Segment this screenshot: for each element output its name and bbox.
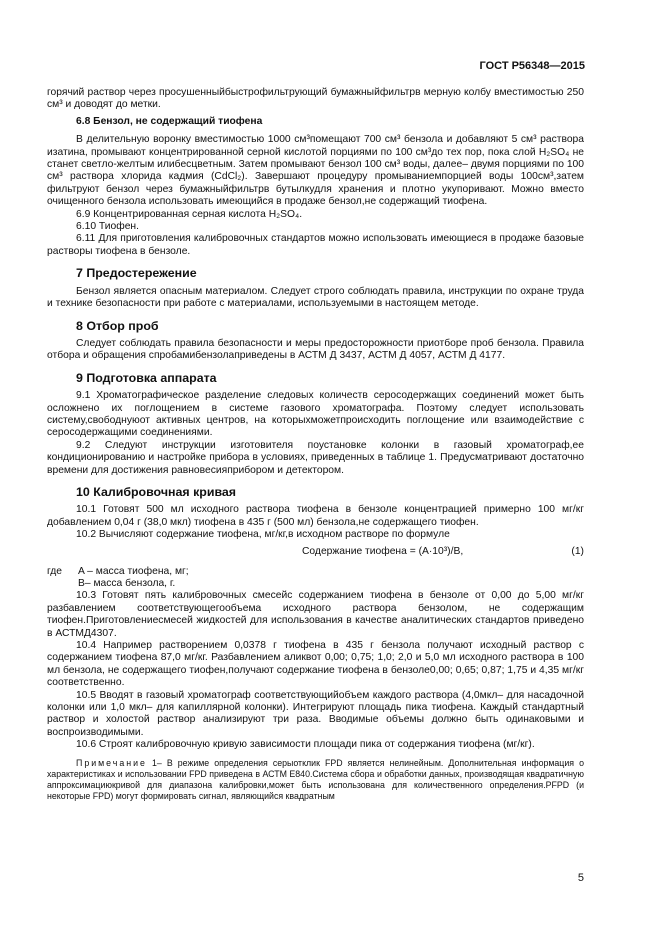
formula-number: (1) <box>571 545 584 557</box>
paragraph-10-1: 10.1 Готовят 500 мл исходного раствора тиофена в бензоле концентрацией примерно 100 мг/кг добавлением 0,04 г (38,0 мкл) тиофена в 435 г (500 мл) бензола,не содержащего тиофен. <box>47 504 584 528</box>
section-7-heading: 7 Предостережение <box>76 266 197 281</box>
paragraph-6-9: 6.9 Концентрированная серная кислота H₂SO₄. <box>76 208 303 220</box>
legend-a: A – масса тиофена, мг; <box>78 565 189 577</box>
paragraph-7: Бензол является опасным материалом. Следует строго соблюдать правила, инструкции по охране труда и технике безопасности при работе с материалами, используемыми в настоящем методе. <box>47 285 584 310</box>
note <box>47 758 584 802</box>
note-label: Примечание <box>76 757 147 768</box>
page-number: 5 <box>577 872 584 884</box>
paragraph-8: Следует соблюдать правила безопасности и меры предосторожности приотборе проб бензола. Правила отбора и обращения спробамибензолаприведены в АСТМ Д 3437, АСТМ Д 4057, АСТМ Д 4177. <box>47 337 584 362</box>
subsection-6-8-title: 6.8 Бензол, не содержащий тиофена <box>76 115 263 127</box>
paragraph-6-11: 6.11 Для приготовления калибровочных стандартов можно использовать имеющиеся в продаже базовые растворы тиофена в бензоле. <box>47 233 584 257</box>
paragraph-9-1: 9.1 Хроматографическое разделение следовых количеств серосодержащих соединений может быть осложнено их поглощением в системе газового хроматографа. Поэтому следует использовать систему,свободнуюот активных центров, на которыхможетпроисходить поглощение или взаимодействие с серосодержащими соединениями. <box>47 390 584 439</box>
paragraph-9-2: 9.2 Следуют инструкции изготовителя поустановке колонки в газовый хроматограф,ее кондиционированию и настройке прибора в условиях, приведенных в таблице 1. Предусматривают достаточно времени для достижения равновесияприбором и детектором. <box>47 439 584 476</box>
paragraph-10-4: 10.4 Например растворением 0,0378 г тиофена в 435 г бензола получают исходный раствор с содержанием тиофена 87,0 мг/кг. Разбавлением аликвот 0,00; 0,75; 1,0; 2,0 и 5,0 мл исходного раствора в 100 мл бензола, не содержащего тиофен,получают содержание тиофена в бензоле0,00; 0,65; 0,87; 1,75 и 4,35 мг/кг соответственно. <box>47 640 584 689</box>
paragraph-intro: горячий раствор через просушенныйбыстрофильтрующий бумажныйфильтрв мерную колбу вместимостью 250 см³ и доводят до метки. <box>47 87 584 111</box>
formula-1 <box>47 546 584 561</box>
legend-b: B– масса бензола, г. <box>78 578 176 589</box>
formula-text: Содержание тиофена = (A·10³)/B, <box>302 545 464 557</box>
paragraph-6-8: В делительную воронку вместимостью 1000 см³помещают 700 см³ бензола и добавляют 5 см³ раствора изатина, промывают концентрированной серной кислотой порциями по 100 см³до тех пор, пока слой H₂SO₄ не станет светло-желтым илибесцветным. Затем промывают бензол 100 см³ воды, далее– двумя порциями по 100 см³ раствора хлорида кадмия (CdCl₂). Завершают процедуру промываниемпорцией воды 100см³,затем фильтруют бензол через бумажныйфильтрв бутылкудля хранения и плотно укупоривают. Можно вместо очищенного бензола использовать имеющийся в продаже бензол,не содержащий тиофена. <box>47 134 584 208</box>
document-code: ГОСТ Р56348—2015 <box>479 60 585 72</box>
paragraph-6-10: 6.10 Тиофен. <box>76 221 139 233</box>
section-8-heading: 8 Отбор проб <box>76 318 159 333</box>
page-body <box>47 87 584 802</box>
section-10-heading: 10 Калибровочная кривая <box>76 484 237 499</box>
formula-legend <box>47 566 189 591</box>
paragraph-10-5: 10.5 Вводят в газовый хроматограф соответствующийобъем каждого раствора (4,0мкл– для насадочной колонки или 1,0 мкл– для капиллярной колонки). Интегрируют площадь пика тиофена. Каждый стандартный раствор и холостой раствор анализируют три раза. Вводимые объемы должно быть одинаковыми и воспроизводимыми. <box>47 689 584 738</box>
where-word: где <box>47 565 63 577</box>
paragraph-10-2: 10.2 Вычисляют содержание тиофена, мг/кг,в исходном растворе по формуле <box>76 529 450 541</box>
paragraph-10-3: 10.3 Готовят пять калибровочных смесейс содержанием тиофена в бензоле от 0,00 до 5,00 мг/кг разбавлением соответствующегообъема исходного раствора бензолом, не содержащим тиофен.Приготовлениесмесей жидкостей для использования в качестве аналитических стандартов приведено в АСТМД4307. <box>47 590 584 639</box>
section-9-heading: 9 Подготовка аппарата <box>76 370 217 385</box>
paragraph-10-6: 10.6 Строят калибровочную кривую зависимости площади пика от содержания тиофена (мг/кг). <box>76 739 535 751</box>
note-text: 1– В режиме определения серыотклик FPD является нелинейным. Дополнительная информация о характеристиках и использовании FPD приведена в АСТМ Е840.Система сбора и обработки данных, производящая квадратичную аппроксимациюкривой для диапазона калибровки,может быть использована для количественного определения.PFPD (и некоторые FPD) могут формировать сигнал, являющийся квадратным <box>47 757 584 801</box>
